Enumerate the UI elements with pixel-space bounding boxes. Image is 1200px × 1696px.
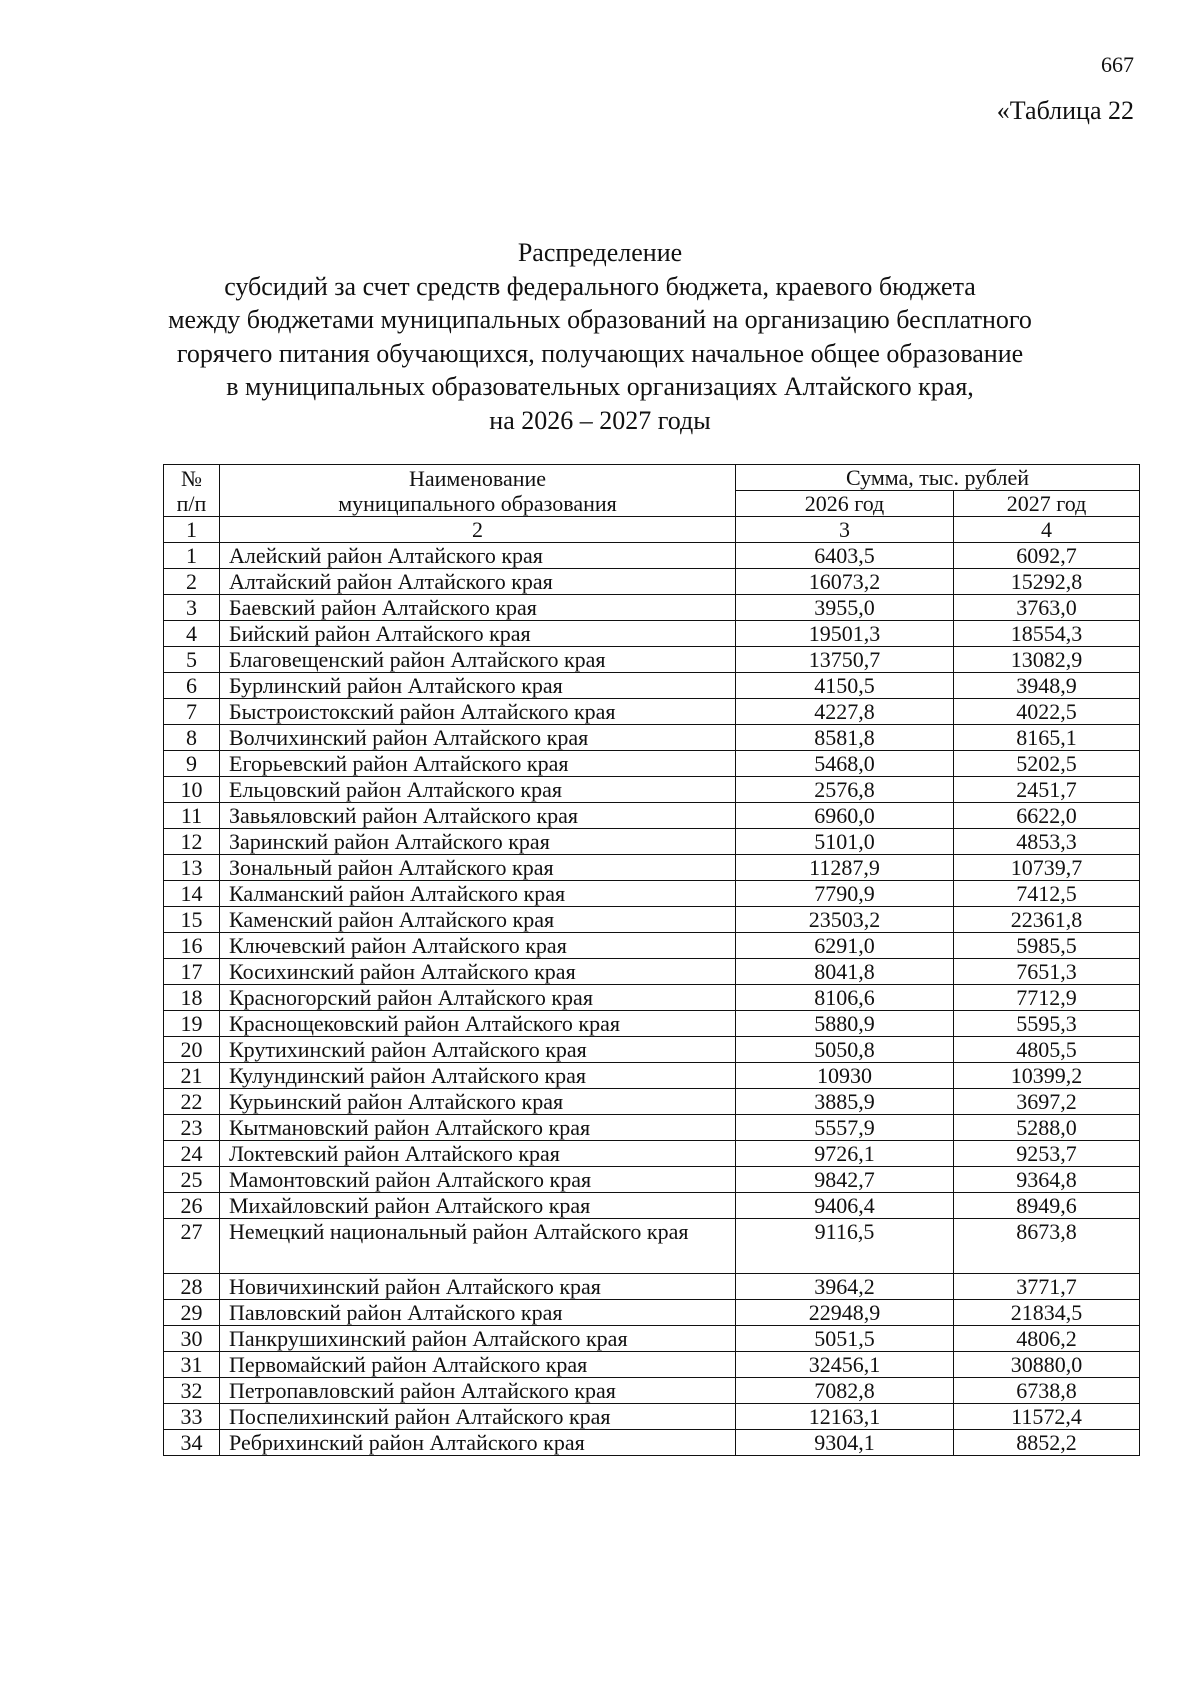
table-row <box>164 959 1140 985</box>
table-row <box>164 1274 1140 1300</box>
amount-2027: 3948,9 <box>954 673 1140 699</box>
table-row <box>164 1141 1140 1167</box>
column-number: 3 <box>736 517 954 543</box>
amount-2027: 5985,5 <box>954 933 1140 959</box>
row-number: 29 <box>164 1300 220 1326</box>
row-number: 23 <box>164 1115 220 1141</box>
header-name-line1: Наименование <box>408 465 547 491</box>
table-row <box>164 1193 1140 1219</box>
municipality-name: Мамонтовский район Алтайского края <box>220 1167 736 1193</box>
amount-2026: 9842,7 <box>736 1167 954 1193</box>
row-number: 31 <box>164 1352 220 1378</box>
table-row <box>164 751 1140 777</box>
amount-2026: 3885,9 <box>736 1089 954 1115</box>
title-line: между бюджетами муниципальных образований на организацию бесплатного <box>168 305 1032 334</box>
amount-2027: 9364,8 <box>954 1167 1140 1193</box>
municipality-name: Егорьевский район Алтайского края <box>220 751 736 777</box>
municipality-name: Панкрушихинский район Алтайского края <box>220 1326 736 1352</box>
row-number: 22 <box>164 1089 220 1115</box>
header-sum: Сумма, тыс. рублей <box>736 465 1140 491</box>
row-number: 17 <box>164 959 220 985</box>
municipality-name: Каменский район Алтайского края <box>220 907 736 933</box>
title-line: на 2026 – 2027 годы <box>489 405 711 435</box>
amount-2026: 22948,9 <box>736 1300 954 1326</box>
municipality-name: Бурлинский район Алтайского края <box>220 673 736 699</box>
column-number: 2 <box>220 517 736 543</box>
amount-2026: 2576,8 <box>736 777 954 803</box>
title-line: субсидий за счет средств федерального бюджета, краевого бюджета <box>224 271 976 301</box>
row-number: 6 <box>164 673 220 699</box>
amount-2027: 10399,2 <box>954 1063 1140 1089</box>
row-number: 9 <box>164 751 220 777</box>
amount-2026: 23503,2 <box>736 907 954 933</box>
table-row <box>164 829 1140 855</box>
amount-2026: 9406,4 <box>736 1193 954 1219</box>
amount-2026: 3955,0 <box>736 595 954 621</box>
amount-2027: 7651,3 <box>954 959 1140 985</box>
amount-2027: 10739,7 <box>954 855 1140 881</box>
row-number: 21 <box>164 1063 220 1089</box>
amount-2027: 4853,3 <box>954 829 1140 855</box>
amount-2026: 5468,0 <box>736 751 954 777</box>
amount-2027: 3763,0 <box>954 595 1140 621</box>
municipality-name: Курьинский район Алтайского края <box>220 1089 736 1115</box>
table-header <box>164 465 1140 543</box>
table-row <box>164 1115 1140 1141</box>
municipality-name: Зональный район Алтайского края <box>220 855 736 881</box>
row-number: 27 <box>164 1219 220 1274</box>
municipality-name: Бийский район Алтайского края <box>220 621 736 647</box>
municipality-name: Алейский район Алтайского края <box>220 543 736 569</box>
municipality-name: Первомайский район Алтайского края <box>220 1352 736 1378</box>
row-number: 12 <box>164 829 220 855</box>
amount-2027: 11572,4 <box>954 1404 1140 1430</box>
municipality-name: Петропавловский район Алтайского края <box>220 1378 736 1404</box>
amount-2027: 8165,1 <box>954 725 1140 751</box>
amount-2026: 5101,0 <box>736 829 954 855</box>
municipality-name: Алтайский район Алтайского края <box>220 569 736 595</box>
table-row <box>164 1167 1140 1193</box>
amount-2027: 3697,2 <box>954 1089 1140 1115</box>
header-number-line2: п/п <box>176 490 207 516</box>
table-body <box>164 543 1140 1456</box>
amount-2026: 13750,7 <box>736 647 954 673</box>
table-row <box>164 699 1140 725</box>
row-number: 7 <box>164 699 220 725</box>
municipality-name: Кытмановский район Алтайского края <box>220 1115 736 1141</box>
table-row <box>164 673 1140 699</box>
row-number: 28 <box>164 1274 220 1300</box>
amount-2027: 6622,0 <box>954 803 1140 829</box>
row-number: 1 <box>164 543 220 569</box>
amount-2027: 8949,6 <box>954 1193 1140 1219</box>
table-row <box>164 1378 1140 1404</box>
amount-2027: 6092,7 <box>954 543 1140 569</box>
municipality-name: Михайловский район Алтайского края <box>220 1193 736 1219</box>
table-row <box>164 1430 1140 1456</box>
table-row <box>164 647 1140 673</box>
header-number-line1: № <box>181 465 202 491</box>
table-row <box>164 855 1140 881</box>
amount-2026: 5880,9 <box>736 1011 954 1037</box>
row-number: 3 <box>164 595 220 621</box>
amount-2027: 13082,9 <box>954 647 1140 673</box>
table-row <box>164 1011 1140 1037</box>
header-year-2026: 2026 год <box>736 491 954 517</box>
row-number: 33 <box>164 1404 220 1430</box>
row-number: 24 <box>164 1141 220 1167</box>
table-row <box>164 985 1140 1011</box>
amount-2027: 3771,7 <box>954 1274 1140 1300</box>
municipality-name: Баевский район Алтайского края <box>220 595 736 621</box>
amount-2026: 32456,1 <box>736 1352 954 1378</box>
municipality-name: Ельцовский район Алтайского края <box>220 777 736 803</box>
page-number: 667 <box>1101 52 1134 77</box>
row-number: 19 <box>164 1011 220 1037</box>
amount-2027: 8852,2 <box>954 1430 1140 1456</box>
amount-2027: 21834,5 <box>954 1300 1140 1326</box>
amount-2027: 5202,5 <box>954 751 1140 777</box>
amount-2026: 8106,6 <box>736 985 954 1011</box>
amount-2026: 4227,8 <box>736 699 954 725</box>
table-row <box>164 725 1140 751</box>
amount-2026: 16073,2 <box>736 569 954 595</box>
municipality-name: Заринский район Алтайского края <box>220 829 736 855</box>
table-row <box>164 1326 1140 1352</box>
row-number: 32 <box>164 1378 220 1404</box>
amount-2026: 8581,8 <box>736 725 954 751</box>
amount-2027: 8673,8 <box>954 1219 1140 1274</box>
municipality-name: Локтевский район Алтайского края <box>220 1141 736 1167</box>
row-number: 8 <box>164 725 220 751</box>
municipality-name: Кулундинский район Алтайского края <box>220 1063 736 1089</box>
amount-2026: 19501,3 <box>736 621 954 647</box>
table-row <box>164 907 1140 933</box>
row-number: 14 <box>164 881 220 907</box>
amount-2027: 5595,3 <box>954 1011 1140 1037</box>
document-title <box>160 236 1040 437</box>
row-number: 18 <box>164 985 220 1011</box>
table-row <box>164 803 1140 829</box>
column-number-row <box>164 517 1140 543</box>
municipality-name: Новичихинский район Алтайского края <box>220 1274 736 1300</box>
title-line: горячего питания обучающихся, получающих начальное общее образование <box>176 338 1024 368</box>
row-number: 25 <box>164 1167 220 1193</box>
table-row <box>164 1063 1140 1089</box>
amount-2027: 22361,8 <box>954 907 1140 933</box>
row-number: 13 <box>164 855 220 881</box>
table-row <box>164 543 1140 569</box>
amount-2027: 7412,5 <box>954 881 1140 907</box>
municipality-name: Волчихинский район Алтайского края <box>220 725 736 751</box>
table-row <box>164 595 1140 621</box>
row-number: 5 <box>164 647 220 673</box>
amount-2026: 4150,5 <box>736 673 954 699</box>
amount-2026: 7082,8 <box>736 1378 954 1404</box>
table-row <box>164 777 1140 803</box>
row-number: 4 <box>164 621 220 647</box>
municipality-name: Ключевский район Алтайского края <box>220 933 736 959</box>
row-number: 20 <box>164 1037 220 1063</box>
amount-2026: 5557,9 <box>736 1115 954 1141</box>
column-number: 1 <box>164 517 220 543</box>
municipality-name: Калманский район Алтайского края <box>220 881 736 907</box>
amount-2026: 11287,9 <box>736 855 954 881</box>
municipality-name: Павловский район Алтайского края <box>220 1300 736 1326</box>
amount-2027: 18554,3 <box>954 621 1140 647</box>
amount-2026: 6291,0 <box>736 933 954 959</box>
municipality-name: Завьяловский район Алтайского края <box>220 803 736 829</box>
amount-2026: 10930 <box>736 1063 954 1089</box>
amount-2027: 4022,5 <box>954 699 1140 725</box>
table-row <box>164 881 1140 907</box>
table-row <box>164 933 1140 959</box>
amount-2027: 4806,2 <box>954 1326 1140 1352</box>
amount-2027: 30880,0 <box>954 1352 1140 1378</box>
row-number: 15 <box>164 907 220 933</box>
table-row <box>164 1404 1140 1430</box>
amount-2026: 9304,1 <box>736 1430 954 1456</box>
municipality-name: Быстроистокский район Алтайского края <box>220 699 736 725</box>
subsidy-table <box>163 464 1140 1456</box>
amount-2026: 5051,5 <box>736 1326 954 1352</box>
amount-2026: 12163,1 <box>736 1404 954 1430</box>
table-row <box>164 1219 1140 1274</box>
amount-2026: 6403,5 <box>736 543 954 569</box>
municipality-name: Поспелихинский район Алтайского края <box>220 1404 736 1430</box>
amount-2027: 2451,7 <box>954 777 1140 803</box>
amount-2026: 7790,9 <box>736 881 954 907</box>
municipality-name: Красногорский район Алтайского края <box>220 985 736 1011</box>
table-row <box>164 1300 1140 1326</box>
amount-2026: 9116,5 <box>736 1219 954 1274</box>
amount-2027: 7712,9 <box>954 985 1140 1011</box>
header-number <box>164 465 220 517</box>
title-line: Распределение <box>517 238 683 267</box>
amount-2027: 6738,8 <box>954 1378 1140 1404</box>
amount-2027: 5288,0 <box>954 1115 1140 1141</box>
municipality-name: Благовещенский район Алтайского края <box>220 647 736 673</box>
header-name <box>220 465 736 517</box>
row-number: 10 <box>164 777 220 803</box>
table-caption: «Таблица 22 <box>996 96 1134 125</box>
municipality-name: Ребрихинский район Алтайского края <box>220 1430 736 1456</box>
row-number: 16 <box>164 933 220 959</box>
municipality-name: Крутихинский район Алтайского края <box>220 1037 736 1063</box>
title-line: в муниципальных образовательных организациях Алтайского края, <box>226 372 974 401</box>
table-row <box>164 569 1140 595</box>
row-number: 30 <box>164 1326 220 1352</box>
amount-2027: 9253,7 <box>954 1141 1140 1167</box>
column-number: 4 <box>954 517 1140 543</box>
amount-2027: 4805,5 <box>954 1037 1140 1063</box>
row-number: 11 <box>164 803 220 829</box>
row-number: 26 <box>164 1193 220 1219</box>
row-number: 34 <box>164 1430 220 1456</box>
table-row <box>164 1352 1140 1378</box>
amount-2026: 6960,0 <box>736 803 954 829</box>
municipality-name: Немецкий национальный район Алтайского края <box>220 1219 736 1274</box>
amount-2026: 9726,1 <box>736 1141 954 1167</box>
amount-2026: 8041,8 <box>736 959 954 985</box>
table-row <box>164 621 1140 647</box>
row-number: 2 <box>164 569 220 595</box>
municipality-name: Косихинский район Алтайского края <box>220 959 736 985</box>
amount-2026: 5050,8 <box>736 1037 954 1063</box>
table-row <box>164 1089 1140 1115</box>
amount-2027: 15292,8 <box>954 569 1140 595</box>
municipality-name: Краснощековский район Алтайского края <box>220 1011 736 1037</box>
header-name-line2: муниципального образования <box>338 490 617 516</box>
header-year-2027: 2027 год <box>954 491 1140 517</box>
amount-2026: 3964,2 <box>736 1274 954 1300</box>
table-row <box>164 1037 1140 1063</box>
